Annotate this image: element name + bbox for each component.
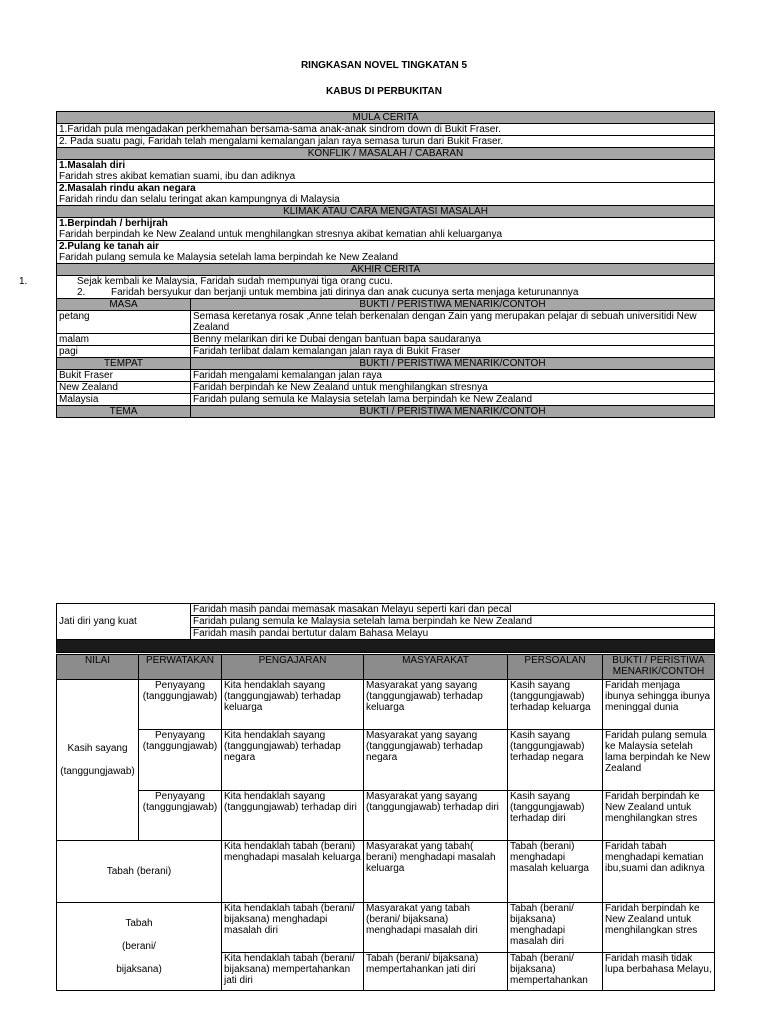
nilai-table [56, 654, 715, 991]
konflik-item-heading: 2.Masalah rindu akan negara [59, 183, 196, 194]
header-pengajaran: PENGAJARAN [222, 655, 364, 680]
document-subtitle: KABUS DI PERBUKITAN [326, 86, 442, 97]
klimaks-item-text: Faridah pulang semula ke Malaysia setelah lama berpindah ke New Zealand [59, 252, 399, 263]
bukti-cell: Faridah pulang semula ke Malaysia setelah lama berpindah ke New Zealand [603, 730, 715, 791]
tema-row: Faridah masih pandai memasak masakan Melayu seperti kari dan pecal [191, 604, 715, 616]
summary-table [19, 111, 715, 418]
tempat-text: Faridah mengalami kemalangan jalan raya [191, 370, 715, 382]
tema-label: Jati diri yang kuat [57, 604, 191, 640]
konflik-header: KONFLIK / MASALAH / CABARAN [57, 148, 715, 160]
konflik-item-text: Faridah rindu dan selalu teringat akan kampungnya di Malaysia [59, 194, 340, 205]
masyarakat-cell: Masyarakat yang sayang (tanggungjawab) terhadap keluarga [364, 680, 508, 730]
masyarakat-cell: Masyarakat yang sayang (tanggungjawab) terhadap diri [364, 791, 508, 841]
bukti-cell: Faridah berpindah ke New Zealand untuk menghilangkan stres [603, 791, 715, 841]
klimaks-item-heading: 1.Berpindah / berhijrah [59, 218, 168, 229]
mula-header: MULA CERITA [57, 112, 715, 124]
pengajaran-cell: Kita hendaklah sayang (tanggungjawab) terhadap negara [222, 730, 364, 791]
nilai-text: (berani/ [122, 941, 156, 952]
konflik-item-heading: 1.Masalah diri [59, 160, 126, 171]
persoalan-cell: Kasih sayang (tanggungjawab) terhadap diri [508, 791, 603, 841]
pengajaran-cell: Kita hendaklah tabah (berani) menghadapi masalah keluarga [222, 841, 364, 903]
bukti-cell: Faridah berpindah ke New Zealand untuk menghilangkan stres [603, 903, 715, 953]
masyarakat-cell: Masyarakat yang tabah (berani/ bijaksana) menghadapi masalah diri [364, 903, 508, 953]
akhir-line: Faridah bersyukur dan berjanji untuk membina jati dirinya dan anak cucunya serta menjaga keturunannya [111, 287, 579, 298]
header-perwatakan: PERWATAKAN [139, 655, 222, 680]
tema-table [56, 603, 715, 653]
mula-line: 1.Faridah pula mengadakan perkhemahan bersama-sama anak-anak sindrom down di Bukit Fraser. [57, 124, 715, 136]
tempat-label: Malaysia [57, 394, 191, 406]
header-persoalan: PERSOALAN [508, 655, 603, 680]
perwatakan-cell: Penyayang (tanggungjawab) [139, 680, 222, 730]
bukti-cell: Faridah masih tidak lupa berbahasa Melayu, [603, 953, 715, 991]
tema-row: Faridah pulang semula ke Malaysia setelah lama berpindah ke New Zealand [191, 616, 715, 628]
tempat-label: New Zealand [57, 382, 191, 394]
document-title: RINGKASAN NOVEL TINGKATAN 5 [300, 60, 468, 71]
nilai-cell: Tabah (berani) [57, 841, 222, 903]
tema-bukti-header: BUKTI / PERISTIWA MENARIK/CONTOH [191, 406, 715, 418]
header-masyarakat: MASYARAKAT [364, 655, 508, 680]
masa-label: petang [57, 311, 191, 334]
perwatakan-cell: Penyayang (tanggungjawab) [139, 730, 222, 791]
klimaks-item-text: Faridah berpindah ke New Zealand untuk menghilangkan stresnya akibat kematian ahli keluarganya [59, 229, 503, 240]
masa-text: Benny melarikan diri ke Dubai dengan bantuan bapa saudaranya [191, 334, 715, 346]
persoalan-cell: Kasih sayang (tanggungjawab) terhadap keluarga [508, 680, 603, 730]
pengajaran-cell: Kita hendaklah tabah (berani/ bijaksana) menghadapi masalah diri [222, 903, 364, 953]
tempat-text: Faridah berpindah ke New Zealand untuk menghilangkan stresnya [191, 382, 715, 394]
masyarakat-cell: Masyarakat yang tabah( berani) menghadapi masalah keluarga [364, 841, 508, 903]
pengajaran-cell: Kita hendaklah sayang (tanggungjawab) terhadap keluarga [222, 680, 364, 730]
separator-bar [57, 640, 715, 653]
pengajaran-cell: Kita hendaklah tabah (berani/ bijaksana) mempertahankan jati diri [222, 953, 364, 991]
masyarakat-cell: Masyarakat yang sayang (tanggungjawab) terhadap negara [364, 730, 508, 791]
header-nilai: NILAI [57, 655, 139, 680]
akhir-number: 1. [19, 276, 28, 287]
masa-label: pagi [57, 346, 191, 358]
konflik-item-text: Faridah stres akibat kematian suami, ibu dan adiknya [59, 171, 296, 182]
masa-header: MASA [57, 299, 191, 311]
nilai-cell [57, 903, 222, 991]
tema-header: TEMA [57, 406, 191, 418]
perwatakan-cell: Penyayang (tanggungjawab) [139, 791, 222, 841]
tempat-text: Faridah pulang semula ke Malaysia setelah lama berpindah ke New Zealand [191, 394, 715, 406]
nilai-text: Kasih sayang [67, 743, 128, 754]
header-bukti: BUKTI / PERISTIWA MENARIK/CONTOH [603, 655, 715, 680]
klimaks-item-heading: 2.Pulang ke tanah air [59, 241, 160, 252]
bukti-cell: Faridah menjaga ibunya sehingga ibunya meninggal dunia [603, 680, 715, 730]
persoalan-cell: Kasih sayang (tanggungjawab) terhadap negara [508, 730, 603, 791]
nilai-text: (tanggungjawab) [60, 766, 135, 777]
masa-bukti-header: BUKTI / PERISTIWA MENARIK/CONTOH [191, 299, 715, 311]
akhir-line: Sejak kembali ke Malaysia, Faridah sudah mempunyai tiga orang cucu. [77, 276, 393, 287]
masa-text: Faridah terlibat dalam kemalangan jalan raya di Bukit Fraser [191, 346, 715, 358]
persoalan-cell: Tabah (berani/ bijaksana) mempertahankan [508, 953, 603, 991]
masa-text: Semasa keretanya rosak ,Anne telah berkenalan dengan Zain yang merupakan pelajar di sebuah universitidi New Zealand [191, 311, 715, 334]
tempat-label: Bukit Fraser [57, 370, 191, 382]
masa-label: malam [57, 334, 191, 346]
persoalan-cell: Tabah (berani/ bijaksana) menghadapi masalah diri [508, 903, 603, 953]
pengajaran-cell: Kita hendaklah sayang (tanggungjawab) terhadap diri [222, 791, 364, 841]
bukti-cell: Faridah tabah menghadapi kematian ibu,suami dan adiknya [603, 841, 715, 903]
mula-line: 2. Pada suatu pagi, Faridah telah mengalami kemalangan jalan raya semasa turun dari Bukit Fraser. [57, 136, 715, 148]
nilai-cell [57, 680, 139, 841]
akhir-header: AKHIR CERITA [57, 264, 715, 276]
masyarakat-cell: Tabah (berani/ bijaksana) mempertahankan jati diri [364, 953, 508, 991]
klimaks-header: KLIMAK ATAU CARA MENGATASI MASALAH [57, 206, 715, 218]
nilai-text: Tabah [125, 918, 153, 929]
nilai-text: bijaksana) [116, 964, 162, 975]
persoalan-cell: Tabah (berani) menghadapi masalah keluarga [508, 841, 603, 903]
akhir-number: 2. [77, 287, 86, 298]
tema-row: Faridah masih pandai bertutur dalam Bahasa Melayu [191, 628, 715, 640]
tempat-header: TEMPAT [57, 358, 191, 370]
tempat-bukti-header: BUKTI / PERISTIWA MENARIK/CONTOH [191, 358, 715, 370]
